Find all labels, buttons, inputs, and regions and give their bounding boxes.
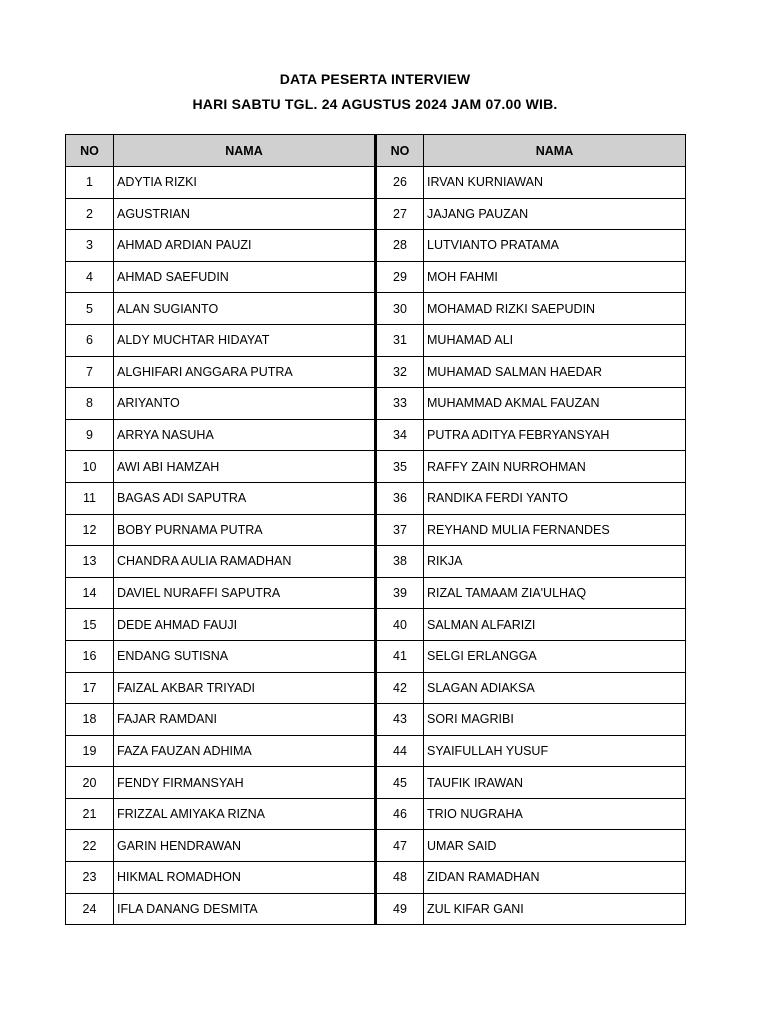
- table-row: [66, 577, 686, 609]
- table-row: [66, 798, 686, 830]
- row-no-left: 10: [66, 451, 114, 483]
- table-row: [66, 356, 686, 388]
- row-name-right: RIZAL TAMAAM ZIA'ULHAQ: [424, 577, 686, 609]
- row-name-left: FENDY FIRMANSYAH: [114, 767, 376, 799]
- row-name-right: SORI MAGRIBI: [424, 704, 686, 736]
- row-name-left: ALGHIFARI ANGGARA PUTRA: [114, 356, 376, 388]
- row-no-left: 24: [66, 893, 114, 925]
- row-name-left: ARIYANTO: [114, 388, 376, 420]
- table-row: [66, 451, 686, 483]
- table-row: [66, 704, 686, 736]
- row-name-right: MUHAMMAD AKMAL FAUZAN: [424, 388, 686, 420]
- row-no-right: 49: [376, 893, 424, 925]
- row-no-left: 11: [66, 482, 114, 514]
- row-name-left: BAGAS ADI SAPUTRA: [114, 482, 376, 514]
- row-no-right: 31: [376, 324, 424, 356]
- table-row: [66, 198, 686, 230]
- row-name-right: SYAIFULLAH YUSUF: [424, 735, 686, 767]
- row-no-left: 7: [66, 356, 114, 388]
- row-name-left: FAZA FAUZAN ADHIMA: [114, 735, 376, 767]
- row-no-right: 38: [376, 546, 424, 578]
- row-name-right: RANDIKA FERDI YANTO: [424, 482, 686, 514]
- row-no-right: 32: [376, 356, 424, 388]
- row-name-right: TAUFIK IRAWAN: [424, 767, 686, 799]
- header-no-left: NO: [66, 135, 114, 167]
- row-name-left: ALDY MUCHTAR HIDAYAT: [114, 324, 376, 356]
- row-name-left: ARRYA NASUHA: [114, 419, 376, 451]
- document-subtitle: HARI SABTU TGL. 24 AGUSTUS 2024 JAM 07.00 WIB.: [192, 96, 558, 112]
- row-name-left: FAIZAL AKBAR TRIYADI: [114, 672, 376, 704]
- header-name-right: NAMA: [424, 135, 686, 167]
- row-no-right: 40: [376, 609, 424, 641]
- row-name-left: IFLA DANANG DESMITA: [114, 893, 376, 925]
- table-row: [66, 640, 686, 672]
- header-row: [66, 135, 686, 167]
- table-row: [66, 324, 686, 356]
- row-name-left: AWI ABI HAMZAH: [114, 451, 376, 483]
- row-no-right: 42: [376, 672, 424, 704]
- row-no-right: 34: [376, 419, 424, 451]
- row-name-left: FRIZZAL AMIYAKA RIZNA: [114, 798, 376, 830]
- table-row: [66, 767, 686, 799]
- table-row: [66, 830, 686, 862]
- table-row: [66, 293, 686, 325]
- table-row: [66, 893, 686, 925]
- row-no-left: 5: [66, 293, 114, 325]
- row-no-left: 18: [66, 704, 114, 736]
- table-row: [66, 672, 686, 704]
- row-no-right: 29: [376, 261, 424, 293]
- table-row: [66, 482, 686, 514]
- row-no-left: 12: [66, 514, 114, 546]
- row-no-left: 17: [66, 672, 114, 704]
- row-no-right: 27: [376, 198, 424, 230]
- row-no-left: 16: [66, 640, 114, 672]
- row-no-left: 8: [66, 388, 114, 420]
- row-name-right: JAJANG PAUZAN: [424, 198, 686, 230]
- document-title: DATA PESERTA INTERVIEW: [279, 71, 471, 87]
- row-name-right: MOHAMAD RIZKI SAEPUDIN: [424, 293, 686, 325]
- row-name-right: LUTVIANTO PRATAMA: [424, 230, 686, 262]
- row-name-left: FAJAR RAMDANI: [114, 704, 376, 736]
- row-name-right: MUHAMAD ALI: [424, 324, 686, 356]
- header-no-right: NO: [376, 135, 424, 167]
- table-row: [66, 230, 686, 262]
- row-no-right: 43: [376, 704, 424, 736]
- row-name-right: PUTRA ADITYA FEBRYANSYAH: [424, 419, 686, 451]
- row-no-left: 6: [66, 324, 114, 356]
- row-no-right: 28: [376, 230, 424, 262]
- row-no-left: 21: [66, 798, 114, 830]
- row-no-right: 33: [376, 388, 424, 420]
- row-no-right: 46: [376, 798, 424, 830]
- row-name-right: SALMAN ALFARIZI: [424, 609, 686, 641]
- row-name-left: ALAN SUGIANTO: [114, 293, 376, 325]
- row-name-left: ENDANG SUTISNA: [114, 640, 376, 672]
- table-row: [66, 514, 686, 546]
- table-row: [66, 735, 686, 767]
- table-row: [66, 167, 686, 199]
- row-no-left: 4: [66, 261, 114, 293]
- row-name-right: UMAR SAID: [424, 830, 686, 862]
- row-no-right: 41: [376, 640, 424, 672]
- header-name-left: NAMA: [114, 135, 376, 167]
- row-no-right: 45: [376, 767, 424, 799]
- row-no-right: 39: [376, 577, 424, 609]
- row-no-left: 19: [66, 735, 114, 767]
- table-row: [66, 388, 686, 420]
- row-name-right: IRVAN KURNIAWAN: [424, 167, 686, 199]
- participant-table-body: [66, 167, 686, 925]
- row-name-right: SLAGAN ADIAKSA: [424, 672, 686, 704]
- row-no-right: 47: [376, 830, 424, 862]
- row-name-right: MUHAMAD SALMAN HAEDAR: [424, 356, 686, 388]
- row-no-right: 48: [376, 862, 424, 894]
- table-row: [66, 609, 686, 641]
- row-no-left: 22: [66, 830, 114, 862]
- row-no-left: 15: [66, 609, 114, 641]
- row-name-left: BOBY PURNAMA PUTRA: [114, 514, 376, 546]
- row-name-left: DEDE AHMAD FAUJI: [114, 609, 376, 641]
- participant-table-header: [66, 135, 686, 167]
- row-name-right: SELGI ERLANGGA: [424, 640, 686, 672]
- row-no-right: 44: [376, 735, 424, 767]
- row-no-left: 23: [66, 862, 114, 894]
- row-no-left: 2: [66, 198, 114, 230]
- row-no-right: 26: [376, 167, 424, 199]
- row-name-right: MOH FAHMI: [424, 261, 686, 293]
- row-no-left: 14: [66, 577, 114, 609]
- table-row: [66, 419, 686, 451]
- table-row: [66, 546, 686, 578]
- row-no-left: 13: [66, 546, 114, 578]
- row-name-right: REYHAND MULIA FERNANDES: [424, 514, 686, 546]
- row-no-right: 35: [376, 451, 424, 483]
- table-row: [66, 862, 686, 894]
- row-name-left: AHMAD SAEFUDIN: [114, 261, 376, 293]
- row-name-left: ADYTIA RIZKI: [114, 167, 376, 199]
- participant-table: [65, 134, 686, 925]
- row-name-left: AGUSTRIAN: [114, 198, 376, 230]
- row-name-left: HIKMAL ROMADHON: [114, 862, 376, 894]
- row-no-left: 9: [66, 419, 114, 451]
- row-name-left: DAVIEL NURAFFI SAPUTRA: [114, 577, 376, 609]
- table-row: [66, 261, 686, 293]
- row-name-right: RAFFY ZAIN NURROHMAN: [424, 451, 686, 483]
- row-name-left: AHMAD ARDIAN PAUZI: [114, 230, 376, 262]
- row-no-left: 20: [66, 767, 114, 799]
- row-name-left: CHANDRA AULIA RAMADHAN: [114, 546, 376, 578]
- row-name-right: ZIDAN RAMADHAN: [424, 862, 686, 894]
- row-no-right: 36: [376, 482, 424, 514]
- row-no-right: 37: [376, 514, 424, 546]
- row-no-left: 3: [66, 230, 114, 262]
- row-no-right: 30: [376, 293, 424, 325]
- row-name-right: TRIO NUGRAHA: [424, 798, 686, 830]
- row-no-left: 1: [66, 167, 114, 199]
- row-name-right: ZUL KIFAR GANI: [424, 893, 686, 925]
- row-name-left: GARIN HENDRAWAN: [114, 830, 376, 862]
- row-name-right: RIKJA: [424, 546, 686, 578]
